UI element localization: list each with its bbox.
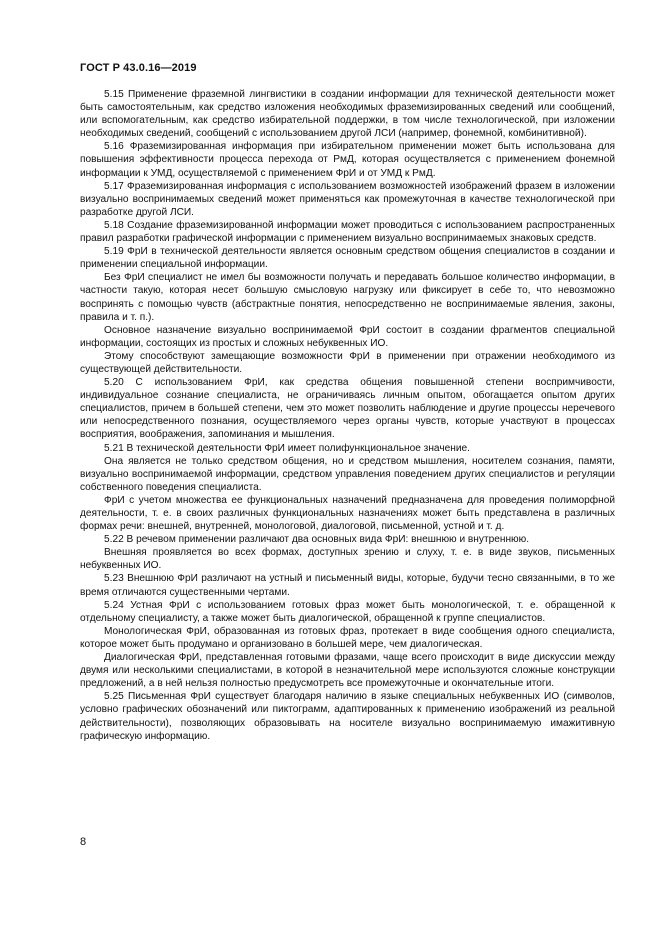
- paragraph-5-19: 5.19 ФрИ в технической деятельности является основным средством общения специалистов в создании и применении специальной информации.: [80, 246, 615, 271]
- paragraph: Монологическая ФрИ, образованная из готовых фраз, протекает в виде сообщения одного специалиста, которое может быть продумано и организовано в большей мере, чем диалогическая.: [80, 625, 615, 650]
- document-header: ГОСТ Р 43.0.16—2019: [80, 62, 197, 74]
- paragraph-5-25: 5.25 Письменная ФрИ существует благодаря наличию в языке специальных небуквенных ИО (символов, условно графических обозначений или пиктограмм, адаптированных к применению изображений из реальной действительности), позволяющих образовывать на носителе визуально воспринимаемую имажитивную графическую информацию.: [80, 691, 615, 742]
- paragraph-5-22: 5.22 В речевом применении различают два основных вида ФрИ: внешнюю и внутреннюю.: [104, 534, 530, 546]
- paragraph: Без ФрИ специалист не имел бы возможности получать и передавать большое количество информации, в частности такую, которая несет большую смысловую нагрузку или фиксирует в себе то, что невозможно воспринять с помощью чувств (абстрактные понятия, непосредственно не воспринимаемые явления, законы, правила и т. п.).: [80, 272, 615, 323]
- paragraph-5-21: 5.21 В технической деятельности ФрИ имеет полифункциональное значение.: [104, 442, 470, 454]
- paragraph-5-20: 5.20 С использованием ФрИ, как средства общения повышенной степени воспримчивости, индивидуальное сознание специалиста, не ограничиваясь личным опытом, обогащается опытом других специалистов, причем в большей степени, чем это может позволить наблюдение и другие процессы неречевого или непосредственного познания, осуществляемого через органы чувств, которые участвуют в процессах восприятия, воображения, запоминания и мышления.: [80, 377, 615, 441]
- paragraph-5-17: 5.17 Фраземизированная информация с использованием возможностей изображений фразем в изложении визуально воспринимаемых сведений может применяться как промежуточная в качестве технологической при разработке другой ЛСИ.: [80, 180, 615, 218]
- paragraph: Диалогическая ФрИ, представленная готовыми фразами, чаще всего происходит в виде дискуссии между двумя или несколькими специалистами, в которой в незначительной мере используются сложные конструкции предложений, а в ней нельзя полностью предусмотреть все промежуточные и окончательные итоги.: [80, 652, 615, 690]
- paragraph-5-24: 5.24 Устная ФрИ с использованием готовых фраз может быть монологической, т. е. обращенной к отдельному специалисту, а также может быть диалогической, обращенной к группе специалистов.: [80, 599, 615, 624]
- paragraph: Этому способствуют замещающие возможности ФрИ в применении при отражении необходимого из существующей действительности.: [80, 350, 615, 375]
- document-body: [80, 88, 615, 743]
- paragraph: Она является не только средством общения, но и средством мышления, носителем сознания, памяти, визуально воспринимаемой информации, средством управления поведением других специалистов и регуляции собственного поведения специалиста.: [80, 455, 615, 493]
- paragraph-5-23: 5.23 Внешнюю ФрИ различают на устный и письменный виды, которые, будучи тесно связанными, в то же время отличаются существенными чертами.: [80, 573, 615, 598]
- paragraph: ФрИ с учетом множества ее функциональных назначений предназначена для проведения полиморфной деятельности, т. е. в своих различных функциональных назначениях может быть представлена в различных формах речи: внешней, внутренней, монологовой, диалоговой, письменной, устной и т. д.: [80, 494, 615, 533]
- paragraph: Внешняя проявляется во всех формах, доступных зрению и слуху, т. е. в виде звуков, письменных небуквенных ИО.: [80, 547, 615, 572]
- paragraph: Основное назначение визуально воспринимаемой ФрИ состоит в создании фрагментов специальной информации, состоящих из простых и сложных небуквенных ИО.: [80, 324, 615, 349]
- paragraph-5-15: 5.15 Применение фраземной лингвистики в создании информации для технической деятельности может быть самостоятельным, как средство изложения необходимых фраземизированных сведений или сообщений, или вспомогательным, как средство избирательной поддержки, в том числе технологической, при изложении необходимых сведений, сообщений с использованием другой ЛСИ (например, фонемной, комбинитивной).: [80, 89, 615, 140]
- paragraph-5-16: 5.16 Фраземизированная информация при избирательном применении может быть использована для повышения эффективности процесса перехода от РмД, которая осуществляется с применением фонемной информации к УМД, осуществляемой с применением ФрИ и от УМД к РмД.: [80, 141, 615, 179]
- page-number: 8: [80, 836, 87, 848]
- paragraph-5-18: 5.18 Создание фраземизированной информации может проводиться с использованием распространенных правил разработки графической информации с применением визуально воспринимаемых знаковых средств.: [80, 219, 615, 245]
